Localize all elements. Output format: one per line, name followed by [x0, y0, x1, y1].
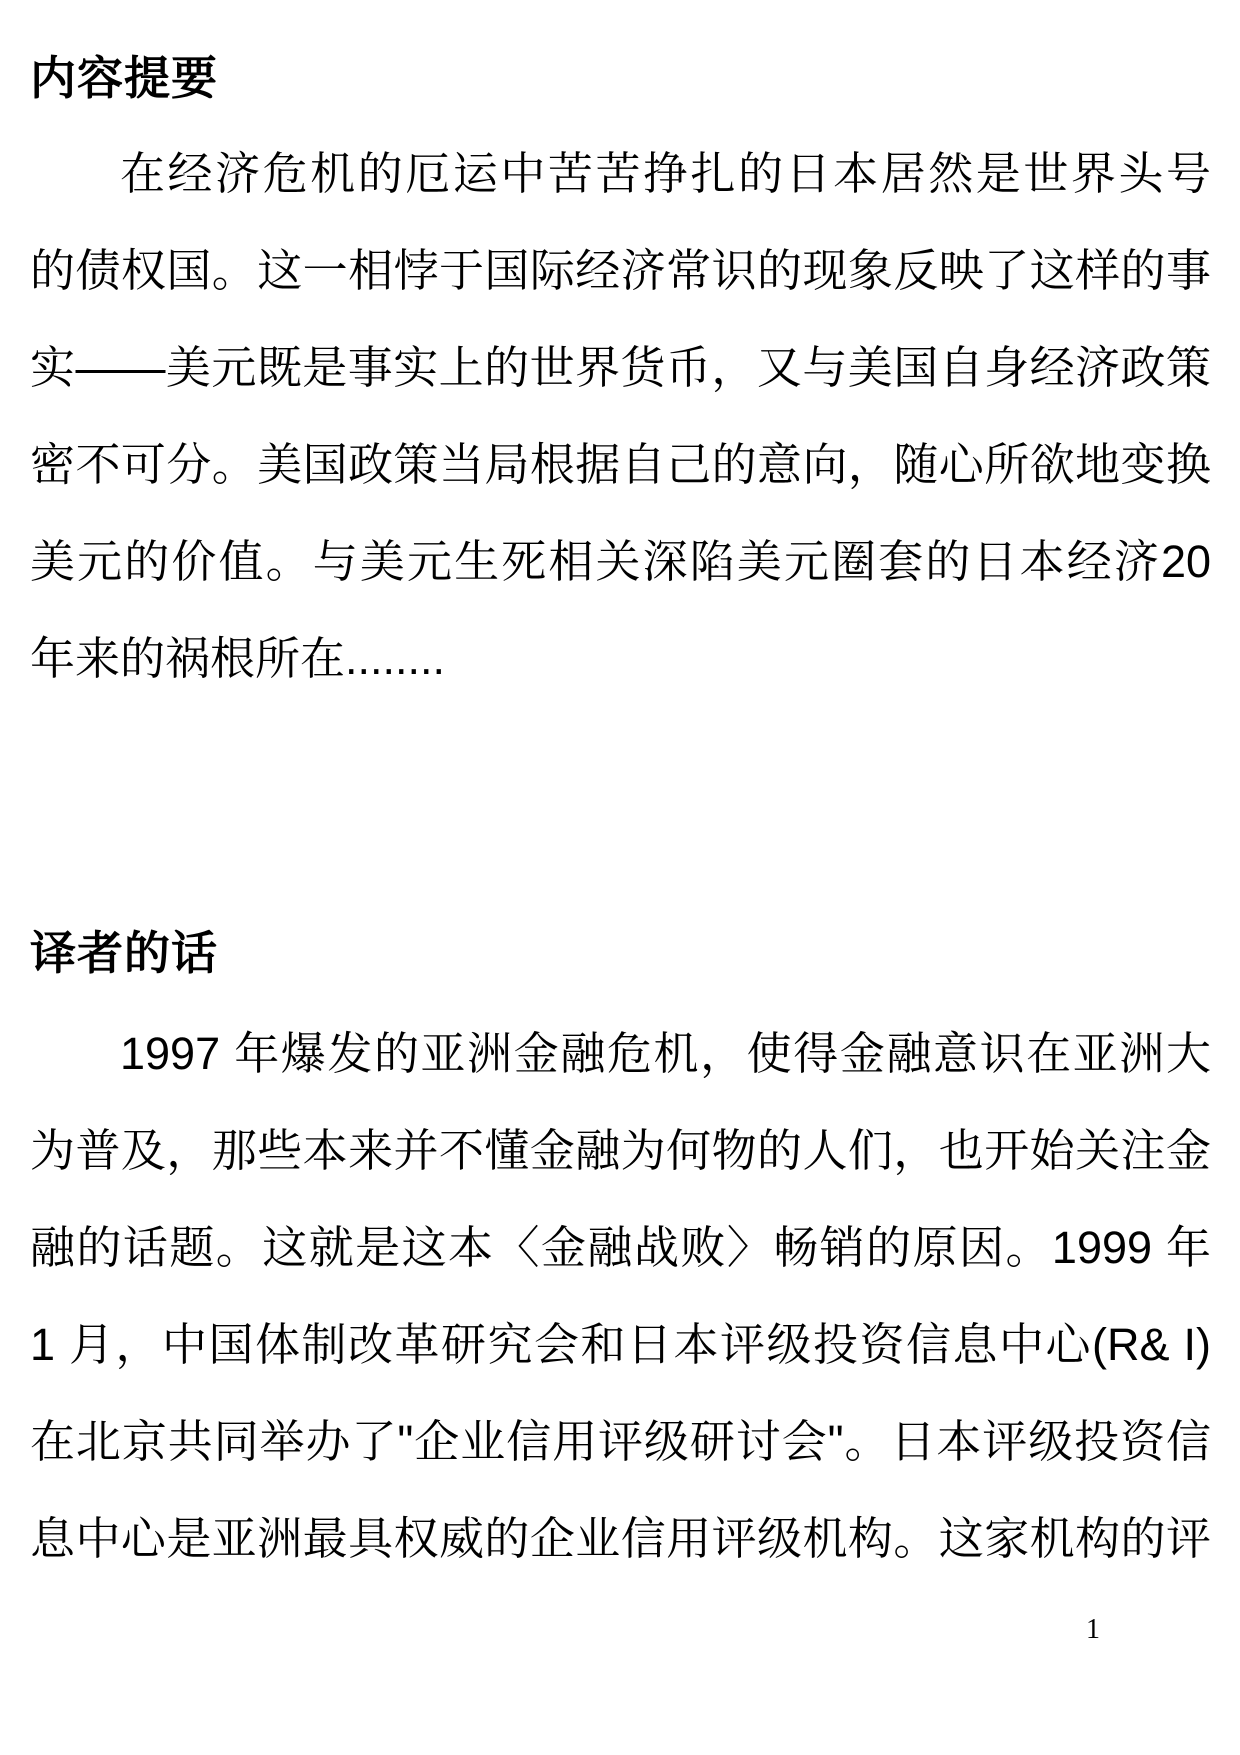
text-line: 的债权国。这一相悖于国际经济常识的现象反映了这样的事 — [30, 245, 1211, 296]
text-line: 年来的祸根所在........ — [30, 633, 446, 684]
paragraph-summary — [30, 125, 1211, 707]
text-line: 融的话题。这就是这本〈金融战败〉畅销的原因。1999 年 — [30, 1222, 1211, 1273]
section-heading-translator: 译者的话 — [30, 927, 218, 979]
paragraph-translator — [30, 1005, 1211, 1587]
text-line: 实——美元既是事实上的世界货币，又与美国自身经济政策 — [30, 342, 1211, 393]
section-heading-summary: 内容提要 — [30, 52, 218, 104]
text-line: 在北京共同举办了"企业信用评级研讨会"。日本评级投资信 — [30, 1416, 1211, 1467]
text-line: 美元的价值。与美元生死相关深陷美元圈套的日本经济20 — [30, 536, 1211, 587]
page-number: 1 — [1086, 1614, 1100, 1645]
text-line: 密不可分。美国政策当局根据自己的意向，随心所欲地变换 — [30, 439, 1211, 490]
text-line: 1997 年爆发的亚洲金融危机，使得金融意识在亚洲大 — [120, 1028, 1211, 1079]
text-line: 在经济危机的厄运中苦苦挣扎的日本居然是世界头号 — [120, 148, 1211, 199]
text-line: 息中心是亚洲最具权威的企业信用评级机构。这家机构的评 — [30, 1513, 1211, 1564]
text-line: 为普及，那些本来并不懂金融为何物的人们，也开始关注金 — [30, 1125, 1211, 1176]
text-line: 1 月，中国体制改革研究会和日本评级投资信息中心(R& I) — [30, 1319, 1211, 1370]
